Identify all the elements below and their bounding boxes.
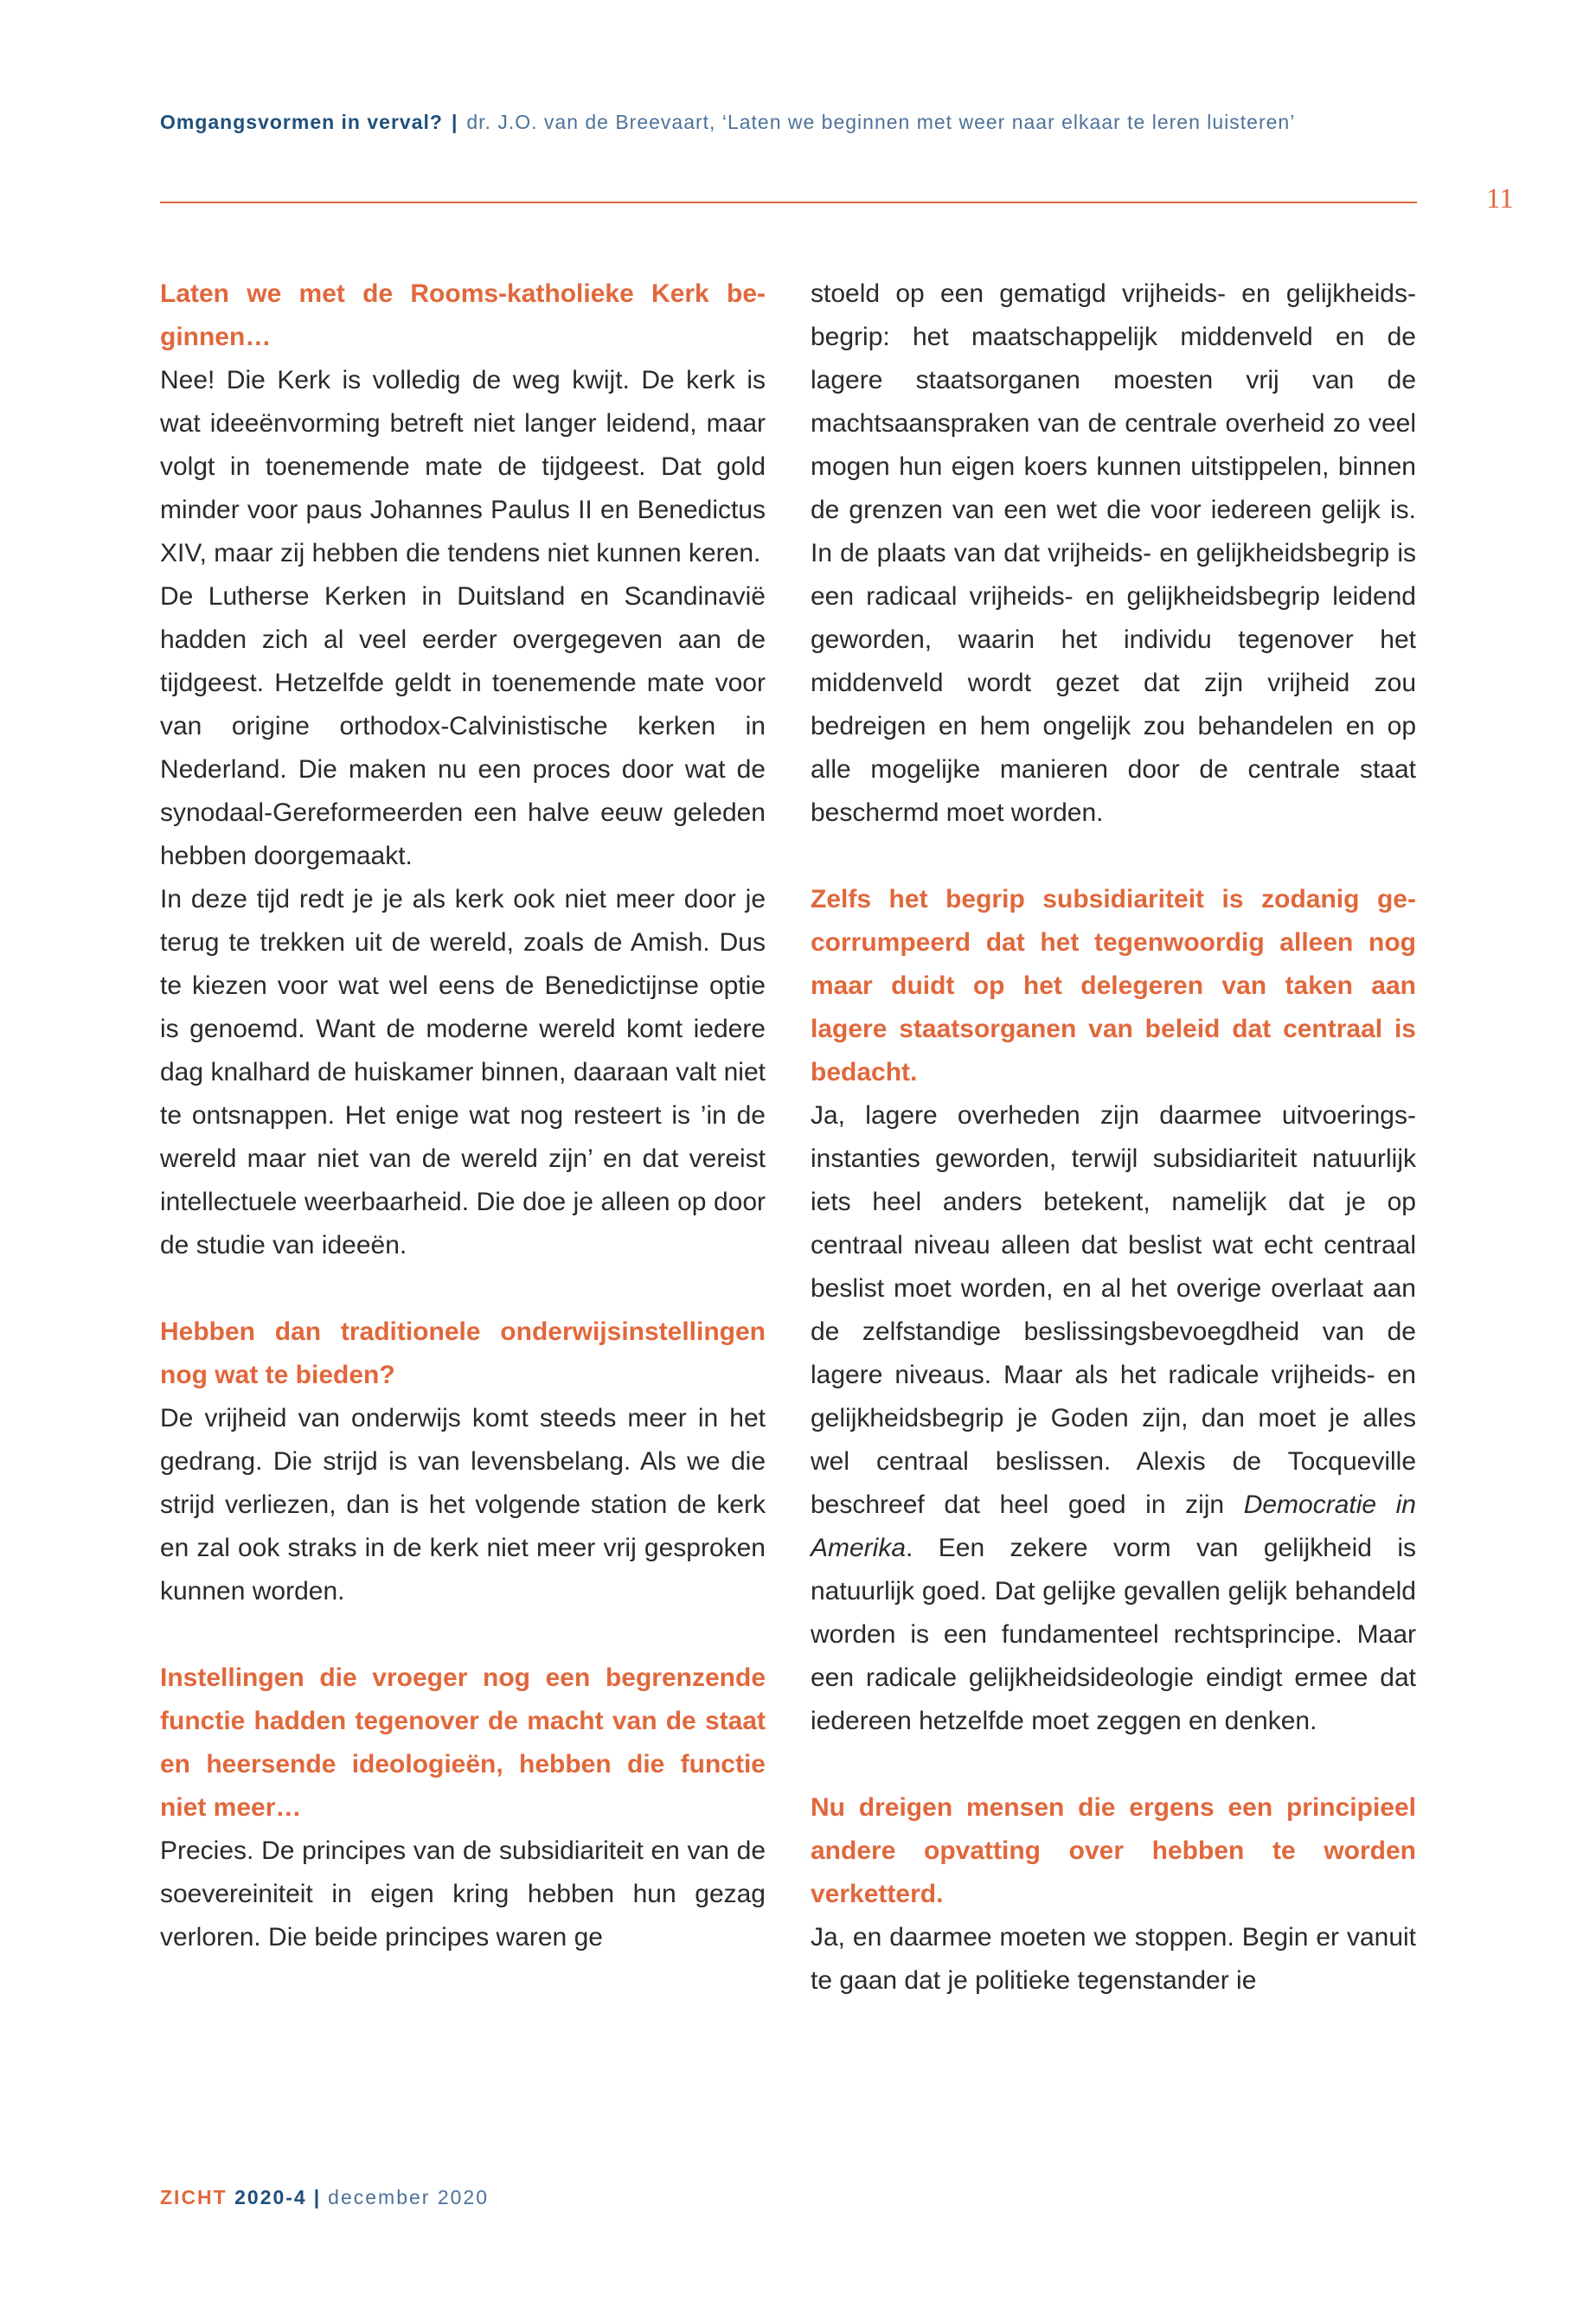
question-heading: Laten we met de Rooms-katholieke Kerk beginnen…	[160, 279, 766, 351]
question-heading: Instellingen die vroeger nog een begrenzende functie hadden tegenover de macht van de staat en heersende ideologieën, hebben die functie niet meer…	[160, 1663, 766, 1822]
question-heading: Hebben dan traditionele onderwijsinstellingen nog wat te bieden?	[160, 1317, 766, 1389]
paragraph-gap	[160, 1613, 766, 1657]
left-column	[160, 272, 766, 1959]
header-title: Omgangsvormen in verval?	[160, 111, 443, 133]
page-footer	[160, 2186, 489, 2209]
answer-paragraph: Ja, en daarmee moeten we stoppen. Begin er vanuit te gaan dat je politieke tegenstander ie	[811, 1923, 1416, 1995]
page-number: 11	[1486, 183, 1514, 215]
paragraph-gap	[811, 835, 1416, 878]
answer-paragraph: De vrijheid van onderwijs komt steeds meer in het gedrang. Die strijd is van levensbelang. Als we die strijd verliezen, dan is het volgende station de kerk en zal ook straks in de kerk niet meer vrij gesproken kunnen worden.	[160, 1404, 766, 1606]
footer-issue: 2020-4	[234, 2186, 307, 2208]
running-header	[160, 111, 1423, 134]
paragraph-gap	[160, 1267, 766, 1311]
answer-paragraph: Nee! Die Kerk is volledig de weg kwijt. De kerk is wat ideeënvorming betreft niet langer leidend, maar volgt in toenemende mate de tijdgeest. Dat gold minder voor paus Johannes Paulus II en Benedictus XIV, maar zij hebben die tendens niet kunnen keren.	[160, 366, 766, 567]
answer-text: Ja, lagere overheden zijn daarmee uitvoeringsinstanties geworden, terwijl subsidiariteit natuurlijk iets heel anders betekent, namelijk dat je op centraal niveau alleen dat beslist wat echt centraal beslist moet worden, en al het overige overlaat aan de zelfstandige beslissingsbevoegdheid van de lagere niveaus. Maar als het radicale vrijheids- en gelijkheidsbegrip je Goden zijn, dan moet je alles wel centraal beslissen. Alexis de Tocqueville beschreef dat heel goed in zijn	[811, 1101, 1416, 1519]
header-subtitle: dr. J.O. van de Breevaart, ‘Laten we beginnen met weer naar elkaar te leren luisteren’	[466, 111, 1296, 133]
right-column	[811, 272, 1416, 2003]
question-heading: Nu dreigen mensen die ergens een principieel andere opvatting over hebben te worden verketterd.	[811, 1793, 1416, 1908]
question-heading: Zelfs het begrip subsidiariteit is zodanig gecorrumpeerd dat het tegenwoordig alleen nog maar duidt op het delegeren van taken aan lagere staatsorganen van beleid dat centraal is bedacht.	[811, 885, 1416, 1086]
answer-text: . Een zekere vorm van gelijkheid is natuurlijk goed. Dat gelijke gevallen gelijk behandeld worden is een fundamenteel rechtsprincipe. Maar een radicale gelijkheidsideologie eindigt ermee dat iedereen hetzelfde moet zeggen en denken.	[811, 1534, 1416, 1735]
header-separator: |	[451, 111, 458, 133]
answer-paragraph: De Lutherse Kerken in Duitsland en Scandinavië hadden zich al veel eerder overgegeven aan de tijdgeest. Hetzelfde geldt in toenemende mate voor van origine orthodox-Calvinistische kerken in Nederland. Die maken nu een proces door wat de synodaal-Gereformeerden een halve eeuw geleden hebben doorgemaakt.	[160, 582, 766, 870]
paragraph-gap	[811, 1743, 1416, 1786]
answer-paragraph: Precies. De principes van de subsidiariteit en van de soevereiniteit in eigen kring hebben hun gezag verloren. Die beide principes waren ge	[160, 1836, 766, 1952]
answer-paragraph: stoeld op een gematigd vrijheids- en gelijkheidsbegrip: het maatschappelijk middenveld en de lagere staatsorganen moesten vrij van de machtsaanspraken van de centrale overheid zo veel mogen hun eigen koers kunnen uitstippelen, binnen de grenzen van een wet die voor iedereen gelijk is. In de plaats van dat vrijheids- en gelijkheidsbegrip is een radicaal vrijheids- en gelijkheidsbegrip leidend geworden, waarin het individu tegenover het middenveld wordt gezet dat zijn vrijheid zou bedreigen en hem ongelijk zou behandelen en op alle mogelijke manieren door de centrale staat beschermd moet worden.	[811, 279, 1416, 827]
header-rule	[160, 202, 1417, 203]
footer-separator: |	[313, 2186, 322, 2208]
book-title: Democratie in Amerika	[811, 1490, 1416, 1562]
footer-date: december 2020	[328, 2186, 490, 2208]
answer-paragraph: In deze tijd redt je je als kerk ook niet meer door je terug te trekken uit de wereld, zoals de Amish. Dus te kiezen voor wat wel eens de Benedictijnse optie is genoemd. Want de moderne wereld komt iedere dag knalhard de huiskamer binnen, daaraan valt niet te ontsnappen. Het enige wat nog resteert is ’in de wereld maar niet van de wereld zijn’ en dat vereist intellectuele weerbaarheid. Die doe je alleen op door de studie van ideeën.	[160, 885, 766, 1259]
footer-brand: ZICHT	[160, 2186, 228, 2208]
answer-paragraph	[811, 1094, 1416, 1743]
